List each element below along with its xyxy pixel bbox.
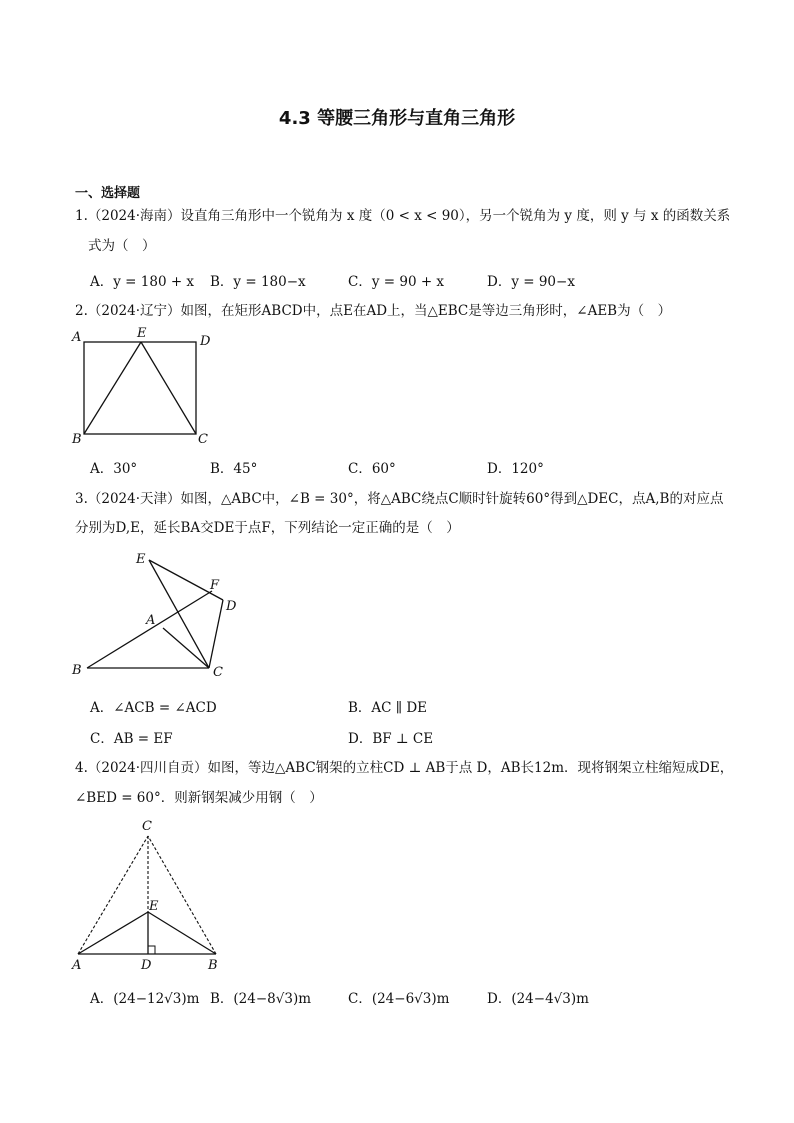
segment-ac-dashed <box>78 836 148 954</box>
q4-option-b: B．(24−8√3)m <box>210 991 312 1007</box>
q4-option-c: C．(24−6√3)m <box>348 991 450 1007</box>
q3-option-b: B．AC ∥ DE <box>348 700 427 716</box>
label-c: C <box>213 665 223 680</box>
label-d: D <box>226 599 237 614</box>
q4-stem-line1: 4.（2024·四川自贡）如图，等边△ABC钢架的立柱CD ⊥ AB于点 D，AB长12m．现将钢架立柱缩短成DE， <box>75 760 734 776</box>
label-b: B <box>72 663 82 678</box>
q4-option-d: D．(24−4√3)m <box>487 991 589 1007</box>
q1-option-b: B．y = 180−x <box>210 274 306 290</box>
label-e: E <box>149 899 159 914</box>
q4-stem-line2: ∠BED = 60°．则新钢架减少用钢（ ） <box>75 790 323 806</box>
label-b: B <box>72 432 82 447</box>
segment-ec <box>141 342 196 434</box>
label-c: C <box>142 819 152 834</box>
right-angle-mark <box>148 946 155 954</box>
segment-bc-dashed <box>148 836 216 954</box>
q2-option-d: D．120° <box>487 461 544 477</box>
segment-dc <box>209 600 223 668</box>
label-a: A <box>146 613 156 628</box>
label-a: A <box>72 330 82 345</box>
label-d: D <box>200 334 211 349</box>
section-heading: 一、选择题 <box>75 186 141 201</box>
q2-option-c: C．60° <box>348 461 396 477</box>
label-f: F <box>210 578 220 593</box>
label-e: E <box>136 552 146 567</box>
segment-bf <box>87 591 212 668</box>
q1-option-c: C．y = 90 + x <box>348 274 445 290</box>
label-b: B <box>208 958 218 973</box>
q3-option-c: C．AB = EF <box>90 731 173 747</box>
segment-ac <box>163 628 209 668</box>
q3-option-d: D．BF ⊥ CE <box>348 731 434 747</box>
q2-rectangle-figure <box>66 322 226 448</box>
q3-option-a: A．∠ACB = ∠ACD <box>90 700 217 716</box>
page-title: 4.3 等腰三角形与直角三角形 <box>278 108 516 129</box>
q2-option-a: A．30° <box>90 461 138 477</box>
q3-stem-line1: 3.（2024·天津）如图，△ABC中，∠B = 30°，将△ABC绕点C顺时针旋转60°得到△DEC，点A,B的对应点 <box>75 491 724 507</box>
q2-option-b: B．45° <box>210 461 258 477</box>
segment-eb <box>84 342 141 434</box>
q3-rotation-figure <box>66 548 256 682</box>
q3-stem-line2: 分别为D,E，延长BA交DE于点F，下列结论一定正确的是（ ） <box>75 520 460 536</box>
q4-steel-frame-figure <box>66 816 236 976</box>
label-a: A <box>72 958 82 973</box>
label-c: C <box>198 432 208 447</box>
q1-stem-line1: 1.（2024·海南）设直角三角形中一个锐角为 x 度（0 < x < 90），另一个锐角为 y 度，则 y 与 x 的函数关系 <box>75 208 731 224</box>
segment-be <box>148 912 216 954</box>
q4-option-a: A．(24−12√3)m <box>90 991 200 1007</box>
q2-stem: 2.（2024·辽宁）如图，在矩形ABCD中，点E在AD上，当△EBC是等边三角形时，∠AEB为（ ） <box>75 303 672 319</box>
segment-ae <box>78 912 148 954</box>
rectangle-abcd <box>84 342 196 434</box>
q1-option-a: A．y = 180 + x <box>90 274 195 290</box>
label-e: E <box>137 326 147 341</box>
q1-stem-line2: 式为（ ） <box>88 238 156 254</box>
q1-option-d: D．y = 90−x <box>487 274 575 290</box>
label-d: D <box>141 958 152 973</box>
